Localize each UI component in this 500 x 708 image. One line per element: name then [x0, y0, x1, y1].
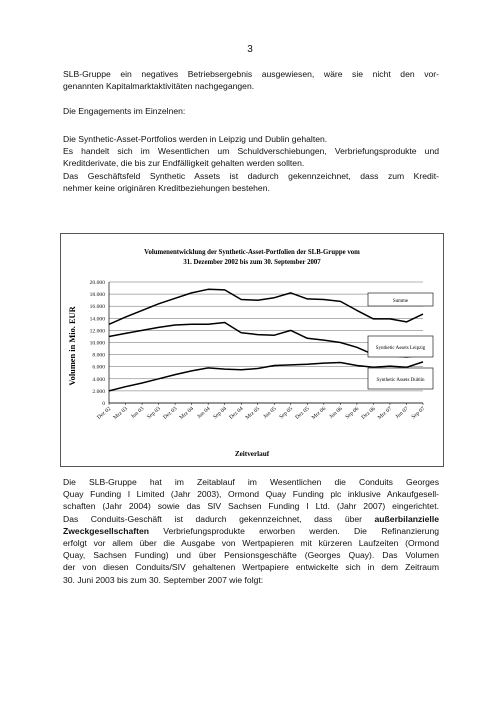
paragraph-intro	[63, 68, 439, 92]
text-line	[63, 513, 439, 525]
text-line: Die Synthetic-Asset-Portfolios werden in Leipzig und Dublin gehalten.	[63, 134, 328, 144]
x-tick-label: Dez 04	[228, 405, 245, 421]
page-number: 3	[247, 44, 253, 55]
x-tick-label: Mrz 06	[310, 405, 328, 422]
y-tick-label: 8.000	[92, 352, 105, 359]
bold-term: außerbilanzielle	[374, 513, 439, 524]
x-tick-label: Dez 06	[360, 405, 377, 421]
y-tick-label: 10.000	[89, 340, 105, 347]
text-line	[63, 525, 439, 537]
x-tick-label: Mrz 07	[376, 405, 394, 422]
text-line: Quay Funding I Limited (Jahr 2003), Ormond Quay Funding plc inklusive Ankaufgesell-	[63, 489, 439, 500]
x-tick-label: Jun 05	[262, 405, 278, 421]
paragraph-engagements	[63, 133, 439, 194]
y-tick-label: 6.000	[92, 364, 105, 371]
x-tick-label: Jun 06	[328, 405, 344, 421]
x-tick-label: Mrz 05	[244, 405, 262, 422]
legend-label-dublin: Synthetic Assets Dublin	[376, 378, 425, 383]
y-tick-label: 4.000	[92, 376, 105, 383]
x-tick-label: Sep 06	[344, 405, 361, 421]
text-line: Kreditderivate, die bis zur Endfälligkeit gehalten werden sollten.	[63, 158, 305, 169]
text-line: Quay, Sachsen Funding) und über Pensionsgeschäfte (Georges Quay). Das Volumen	[63, 550, 439, 561]
y-tick-label: 20.000	[89, 280, 105, 286]
x-tick-label: Sep 07	[410, 405, 427, 421]
x-tick-label: Jun 07	[394, 405, 410, 421]
chart-title-line2: 31. Dezember 2002 bis zum 30. September 2007	[183, 259, 321, 266]
x-axis-label: Zeitverlauf	[234, 450, 270, 458]
chart-title-line1: Volumenentwicklung der Synthetic-Asset-Portfolien der SLB-Gruppe vom	[144, 249, 360, 256]
section-heading: Die Engagements im Einzelnen:	[63, 106, 186, 116]
text-line: der von diesen Conduits/SIV gehaltenen Wertpapiere entwickelte sich in dem Zeitraum	[63, 562, 439, 573]
paragraph-conduits	[63, 476, 439, 586]
x-tick-label: Sep 05	[278, 405, 295, 421]
text-line: genannten Kapitalmarktaktivitäten nachgegangen.	[63, 81, 255, 92]
y-tick-label: 18.000	[89, 292, 105, 299]
y-tick-label: 0	[102, 401, 105, 407]
x-tick-label: Sep 04	[212, 405, 228, 421]
x-tick-label: Dez 03	[162, 405, 179, 421]
bold-term: Zweckgesellschaften	[63, 525, 149, 536]
y-tick-label: 2.000	[92, 388, 105, 395]
legend	[368, 293, 433, 389]
y-tick-label: 14.000	[89, 316, 105, 323]
text-line: SLB-Gruppe ein negatives Betriebsergebnis ausgewiesen, wäre sie nicht den vor-	[63, 69, 439, 79]
x-tick-label: Dez 05	[294, 405, 311, 421]
legend-label-summe: Summe	[392, 299, 409, 304]
text-line: erfolgt vor allem über die Ausgabe von Wertpapieren mit kürzeren Laufzeiten (Ormond	[63, 538, 439, 549]
x-tick-label: Jun 04	[196, 405, 212, 421]
text-line: Das Geschäftsfeld Synthetic Assets ist dadurch gekennzeichnet, dass zum Kredit-	[63, 170, 439, 181]
volume-line-chart	[61, 234, 443, 466]
chart-figure	[60, 233, 444, 467]
text-span: Das Conduits-Geschäft ist dadurch gekennzeichnet, dass über	[63, 513, 375, 524]
y-tick-label: 16.000	[89, 304, 105, 311]
legend-label-leipzig: Synthetic Assets Leipzig	[375, 346, 426, 351]
y-tick-label: 12.000	[89, 328, 105, 335]
x-tick-label: Sep 03	[146, 405, 162, 421]
x-tick-label: Dez 02	[96, 405, 113, 421]
text-line: 30. Juni 2003 bis zum 30. September 2007 wie folgt:	[63, 574, 264, 585]
text-line: nehmer keine originären Kreditbeziehungen bestehen.	[63, 182, 270, 193]
text-line: schaften (Jahr 2004) sowie das SIV Sachsen Funding I Ltd. (Jahr 2007) eingerichtet.	[63, 501, 439, 512]
y-axis-label: Volumen in Mio. EUR	[68, 306, 77, 386]
x-tick-label: Mrz 03	[112, 405, 129, 422]
text-line: Es handelt sich im Wesentlichen um Schuldverschiebungen, Verbriefungsprodukte und	[63, 146, 439, 157]
text-line: Die SLB-Gruppe hat im Zeitablauf im Wesentlichen die Conduits Georges	[63, 477, 439, 487]
x-tick-label: Mrz 04	[178, 405, 195, 422]
text-span: Verbriefungsprodukte erworben werden. Die Refinanzierung	[148, 525, 439, 536]
x-tick-label: Jun 03	[130, 405, 146, 421]
